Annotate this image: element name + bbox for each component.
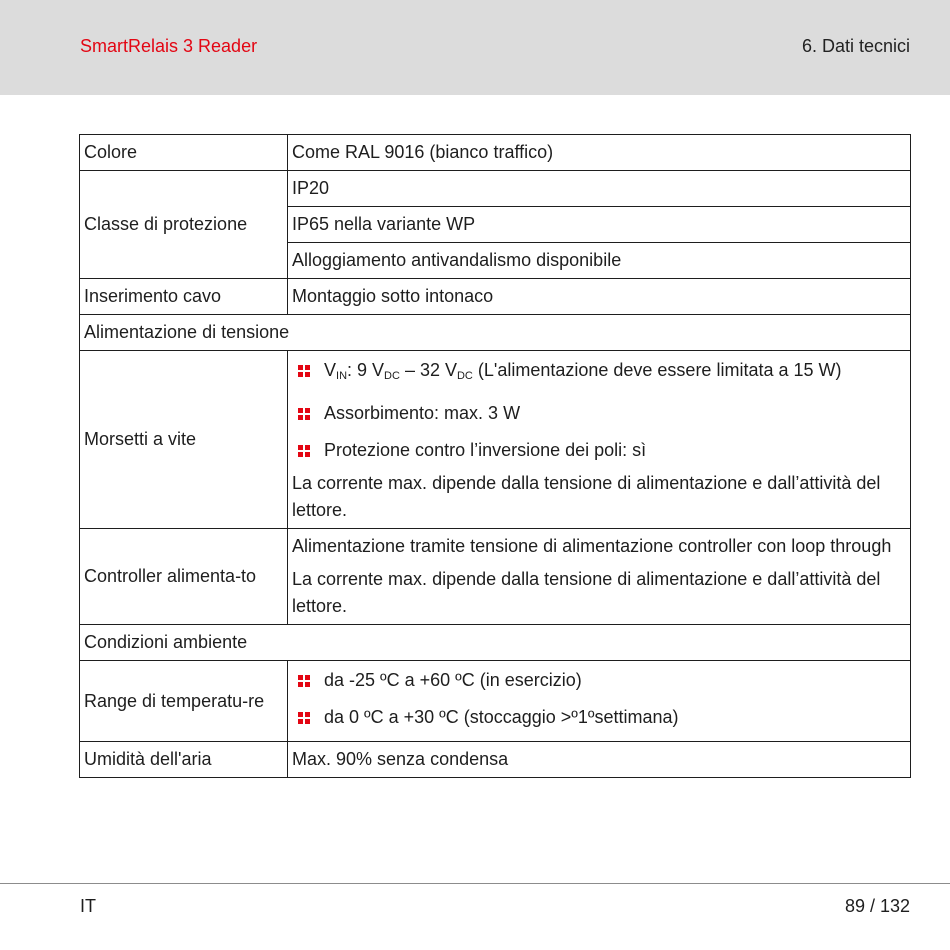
section-row-header: Condizioni ambiente (80, 625, 911, 661)
red-square-bullet-icon (298, 675, 310, 687)
table-row (80, 315, 911, 351)
voltage-min: : 9 V (347, 360, 385, 380)
row-label: Range di temperatu-re (80, 661, 288, 742)
red-square-bullet-icon (298, 445, 310, 457)
list-item-text: Assorbimento: max. 3 W (324, 403, 521, 423)
row-label: Colore (80, 135, 288, 171)
row-value: IP65 nella variante WP (288, 207, 911, 243)
table-row (80, 135, 911, 171)
tech-spec-table (79, 134, 911, 778)
row-label: Inserimento cavo (80, 279, 288, 315)
footer-divider (0, 883, 950, 884)
value-text: Alimentazione tramite tensione di alimentazione controller con loop through (292, 536, 892, 556)
row-label: Controller alimenta-to (80, 529, 288, 625)
row-value: Montaggio sotto intonaco (288, 279, 911, 315)
bullet-list (292, 357, 906, 464)
note-text: La corrente max. dipende dalla tensione di alimentazione e dall’attività del lettore. (292, 473, 881, 520)
row-value (288, 529, 911, 625)
language-code: IT (80, 896, 96, 916)
note-text: La corrente max. dipende dalla tensione di alimentazione e dall’attività del lettore. (292, 569, 881, 616)
table-row (80, 661, 911, 742)
red-square-bullet-icon (298, 365, 310, 377)
table-row (80, 171, 911, 207)
section-row-header: Alimentazione di tensione (80, 315, 911, 351)
voltage-max: – 32 V (399, 360, 457, 380)
table-row (80, 351, 911, 529)
list-item (292, 400, 906, 427)
row-value: Come RAL 9016 (bianco traffico) (288, 135, 911, 171)
row-value: Max. 90% senza condensa (288, 742, 911, 778)
voltage-symbol: V (324, 360, 337, 380)
row-value (288, 351, 911, 529)
list-item-text: da 0 ºC a +30 ºC (stoccaggio >º1ºsettimana) (324, 707, 679, 727)
list-item-text: Protezione contro l’inversione dei poli: sì (324, 440, 647, 460)
row-label: Classe di protezione (80, 171, 288, 279)
row-label: Umidità dell'aria (80, 742, 288, 778)
section-title: 6. Dati tecnici (801, 36, 910, 56)
voltage-note: (L'alimentazione deve essere limitata a 15 W) (472, 360, 842, 380)
row-value (288, 661, 911, 742)
table-row (80, 529, 911, 625)
list-item (292, 437, 906, 464)
red-square-bullet-icon (298, 712, 310, 724)
red-square-bullet-icon (298, 408, 310, 420)
subscript: DC (456, 370, 473, 382)
product-title: SmartRelais 3 Reader (80, 36, 258, 56)
list-item-text: da -25 ºC a +60 ºC (in esercizio) (324, 670, 582, 690)
page-number: 89 / 132 (844, 896, 910, 916)
list-item (292, 667, 906, 694)
row-value: Alloggiamento antivandalismo disponibile (288, 243, 911, 279)
row-value: IP20 (288, 171, 911, 207)
row-label: Morsetti a vite (80, 351, 288, 529)
subscript: DC (384, 370, 400, 382)
list-item (292, 704, 906, 731)
table-row (80, 742, 911, 778)
bullet-list (292, 667, 906, 731)
subscript: IN (336, 370, 348, 382)
list-item (292, 357, 906, 390)
page-header (0, 0, 950, 95)
table-row (80, 279, 911, 315)
table-row (80, 625, 911, 661)
